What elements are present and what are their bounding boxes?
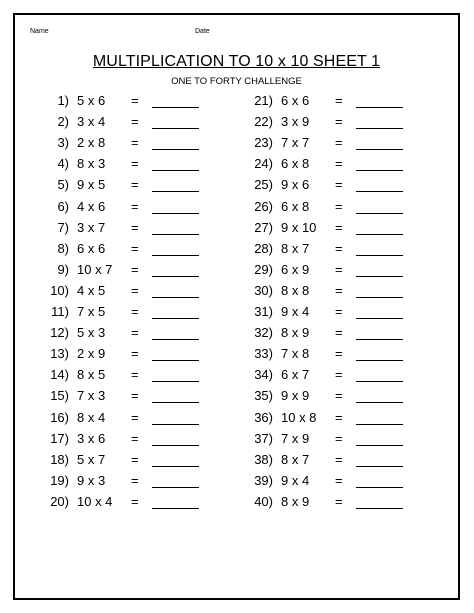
equals-sign: = bbox=[335, 198, 343, 214]
equals-sign: = bbox=[131, 367, 139, 383]
problem-number: 10) bbox=[50, 282, 69, 298]
answer-blank[interactable] bbox=[356, 191, 403, 192]
problem-expression: 9 x 3 bbox=[77, 472, 106, 488]
problem-number: 27) bbox=[254, 219, 273, 235]
equals-sign: = bbox=[335, 135, 343, 151]
answer-blank[interactable] bbox=[152, 276, 199, 277]
problem-number: 34) bbox=[254, 367, 273, 383]
answer-blank[interactable] bbox=[152, 487, 199, 488]
equals-sign: = bbox=[335, 472, 343, 488]
problem-expression: 9 x 4 bbox=[281, 472, 310, 488]
problem-expression: 7 x 5 bbox=[77, 304, 106, 319]
answer-blank[interactable] bbox=[356, 128, 403, 129]
problem-number: 22) bbox=[254, 114, 273, 130]
problem-number: 20) bbox=[50, 493, 69, 509]
problem-expression: 9 x 9 bbox=[281, 388, 310, 404]
problem-number: 29) bbox=[254, 261, 273, 277]
problem-expression: 5 x 3 bbox=[77, 325, 106, 341]
equals-sign: = bbox=[131, 135, 139, 151]
problem-number: 6) bbox=[57, 198, 69, 214]
answer-blank[interactable] bbox=[356, 466, 403, 467]
equals-sign: = bbox=[335, 114, 343, 130]
equals-sign: = bbox=[131, 388, 139, 404]
problem-expression: 9 x 4 bbox=[281, 304, 310, 319]
equals-sign: = bbox=[335, 93, 343, 108]
answer-blank[interactable] bbox=[152, 360, 199, 361]
equals-sign: = bbox=[131, 451, 139, 467]
answer-blank[interactable] bbox=[152, 234, 199, 235]
answer-blank[interactable] bbox=[152, 445, 199, 446]
equals-sign: = bbox=[335, 156, 343, 172]
problem-number: 9) bbox=[57, 261, 69, 277]
equals-sign: = bbox=[131, 304, 139, 319]
answer-blank[interactable] bbox=[152, 381, 199, 382]
name-label: Name bbox=[30, 28, 49, 35]
problem-expression: 7 x 7 bbox=[281, 135, 310, 151]
problem-number: 21) bbox=[254, 93, 273, 108]
problem-number: 13) bbox=[50, 346, 69, 362]
problem-expression: 3 x 7 bbox=[77, 219, 106, 235]
problem-number: 25) bbox=[254, 177, 273, 193]
answer-blank[interactable] bbox=[152, 339, 199, 340]
answer-blank[interactable] bbox=[152, 128, 199, 129]
answer-blank[interactable] bbox=[356, 424, 403, 425]
answer-blank[interactable] bbox=[152, 508, 199, 509]
answer-blank[interactable] bbox=[356, 149, 403, 150]
equals-sign: = bbox=[335, 493, 343, 509]
answer-blank[interactable] bbox=[356, 170, 403, 171]
equals-sign: = bbox=[335, 282, 343, 298]
problem-expression: 3 x 9 bbox=[281, 114, 310, 130]
answer-blank[interactable] bbox=[356, 213, 403, 214]
equals-sign: = bbox=[335, 219, 343, 235]
problem-expression: 8 x 4 bbox=[77, 409, 106, 425]
problem-expression: 4 x 6 bbox=[77, 198, 106, 214]
problem-number: 33) bbox=[254, 346, 273, 362]
answer-blank[interactable] bbox=[152, 297, 199, 298]
problem-list bbox=[15, 15, 458, 598]
problem-expression: 4 x 5 bbox=[77, 282, 106, 298]
equals-sign: = bbox=[131, 177, 139, 193]
problem-expression: 6 x 9 bbox=[281, 261, 310, 277]
equals-sign: = bbox=[131, 198, 139, 214]
equals-sign: = bbox=[335, 388, 343, 404]
answer-blank[interactable] bbox=[152, 191, 199, 192]
answer-blank[interactable] bbox=[356, 107, 403, 108]
answer-blank[interactable] bbox=[356, 234, 403, 235]
equals-sign: = bbox=[335, 261, 343, 277]
answer-blank[interactable] bbox=[356, 318, 403, 319]
answer-blank[interactable] bbox=[356, 508, 403, 509]
problem-expression: 7 x 3 bbox=[77, 388, 106, 404]
problem-number: 17) bbox=[50, 430, 69, 446]
problem-expression: 8 x 3 bbox=[77, 156, 106, 172]
problem-expression: 8 x 7 bbox=[281, 240, 310, 256]
problem-number: 12) bbox=[50, 325, 69, 341]
problem-number: 39) bbox=[254, 472, 273, 488]
problem-expression: 2 x 9 bbox=[77, 346, 106, 362]
answer-blank[interactable] bbox=[356, 360, 403, 361]
equals-sign: = bbox=[131, 261, 139, 277]
problem-expression: 2 x 8 bbox=[77, 135, 106, 151]
problem-expression: 9 x 5 bbox=[77, 177, 106, 193]
worksheet-title: MULTIPLICATION TO 10 x 10 SHEET 1 bbox=[92, 53, 381, 70]
answer-blank[interactable] bbox=[356, 445, 403, 446]
problem-expression: 6 x 7 bbox=[281, 367, 310, 383]
problem-number: 38) bbox=[254, 451, 273, 467]
equals-sign: = bbox=[131, 219, 139, 235]
problem-number: 30) bbox=[254, 282, 273, 298]
equals-sign: = bbox=[131, 430, 139, 446]
problem-number: 3) bbox=[57, 135, 69, 151]
date-label: Date bbox=[195, 28, 210, 35]
problem-expression: 7 x 8 bbox=[281, 346, 310, 362]
equals-sign: = bbox=[131, 472, 139, 488]
problem-expression: 6 x 6 bbox=[77, 240, 106, 256]
problem-number: 5) bbox=[57, 177, 69, 193]
problem-number: 36) bbox=[254, 409, 273, 425]
answer-blank[interactable] bbox=[152, 107, 199, 108]
problem-number: 23) bbox=[254, 135, 273, 151]
problem-expression: 5 x 6 bbox=[77, 93, 106, 108]
answer-blank[interactable] bbox=[356, 381, 403, 382]
answer-blank[interactable] bbox=[152, 149, 199, 150]
equals-sign: = bbox=[131, 93, 139, 108]
problem-number: 26) bbox=[254, 198, 273, 214]
problem-expression: 9 x 10 bbox=[281, 219, 317, 235]
problem-expression: 10 x 8 bbox=[281, 409, 317, 425]
problem-number: 1) bbox=[57, 93, 69, 108]
answer-blank[interactable] bbox=[152, 170, 199, 171]
problem-number: 40) bbox=[254, 493, 273, 509]
problem-expression: 8 x 7 bbox=[281, 451, 310, 467]
problem-number: 16) bbox=[50, 409, 69, 425]
problem-number: 11) bbox=[51, 304, 69, 319]
answer-blank[interactable] bbox=[356, 255, 403, 256]
problem-expression: 6 x 8 bbox=[281, 156, 310, 172]
answer-blank[interactable] bbox=[152, 255, 199, 256]
problem-number: 8) bbox=[57, 240, 69, 256]
equals-sign: = bbox=[131, 493, 139, 509]
problem-expression: 3 x 6 bbox=[77, 430, 106, 446]
answer-blank[interactable] bbox=[152, 213, 199, 214]
equals-sign: = bbox=[335, 325, 343, 341]
problem-expression: 10 x 7 bbox=[77, 261, 113, 277]
problem-number: 37) bbox=[254, 430, 273, 446]
answer-blank[interactable] bbox=[152, 402, 199, 403]
equals-sign: = bbox=[131, 240, 139, 256]
problem-expression: 5 x 7 bbox=[77, 451, 106, 467]
answer-blank[interactable] bbox=[356, 487, 403, 488]
answer-blank[interactable] bbox=[152, 466, 199, 467]
problem-number: 28) bbox=[254, 240, 273, 256]
problem-expression: 8 x 9 bbox=[281, 493, 310, 509]
problem-number: 32) bbox=[254, 325, 273, 341]
problem-expression: 7 x 9 bbox=[281, 430, 310, 446]
equals-sign: = bbox=[131, 282, 139, 298]
answer-blank[interactable] bbox=[356, 297, 403, 298]
problem-number: 15) bbox=[50, 388, 69, 404]
problem-expression: 10 x 4 bbox=[77, 493, 113, 509]
equals-sign: = bbox=[335, 240, 343, 256]
problem-number: 18) bbox=[50, 451, 69, 467]
problem-expression: 8 x 5 bbox=[77, 367, 106, 383]
answer-blank[interactable] bbox=[356, 339, 403, 340]
answer-blank[interactable] bbox=[152, 424, 199, 425]
answer-blank[interactable] bbox=[152, 318, 199, 319]
problem-number: 2) bbox=[57, 114, 69, 130]
problem-number: 24) bbox=[254, 156, 273, 172]
equals-sign: = bbox=[131, 409, 139, 425]
equals-sign: = bbox=[131, 114, 139, 130]
equals-sign: = bbox=[131, 156, 139, 172]
problem-number: 4) bbox=[57, 156, 69, 172]
problem-expression: 9 x 6 bbox=[281, 177, 310, 193]
equals-sign: = bbox=[335, 409, 343, 425]
answer-blank[interactable] bbox=[356, 276, 403, 277]
answer-blank[interactable] bbox=[356, 402, 403, 403]
equals-sign: = bbox=[335, 430, 343, 446]
equals-sign: = bbox=[335, 367, 343, 383]
problem-number: 14) bbox=[50, 367, 69, 383]
problem-expression: 3 x 4 bbox=[77, 114, 106, 130]
problem-number: 7) bbox=[57, 219, 69, 235]
problem-expression: 6 x 8 bbox=[281, 198, 310, 214]
problem-expression: 8 x 8 bbox=[281, 282, 310, 298]
problem-number: 19) bbox=[50, 472, 69, 488]
equals-sign: = bbox=[335, 177, 343, 193]
equals-sign: = bbox=[335, 304, 343, 319]
equals-sign: = bbox=[131, 325, 139, 341]
equals-sign: = bbox=[131, 346, 139, 362]
equals-sign: = bbox=[335, 346, 343, 362]
problem-number: 31) bbox=[254, 304, 273, 319]
problem-expression: 8 x 9 bbox=[281, 325, 310, 341]
worksheet-subtitle: ONE TO FORTY CHALLENGE bbox=[171, 76, 302, 87]
problem-number: 35) bbox=[254, 388, 273, 404]
worksheet-page bbox=[13, 13, 460, 600]
problem-expression: 6 x 6 bbox=[281, 93, 310, 108]
equals-sign: = bbox=[335, 451, 343, 467]
